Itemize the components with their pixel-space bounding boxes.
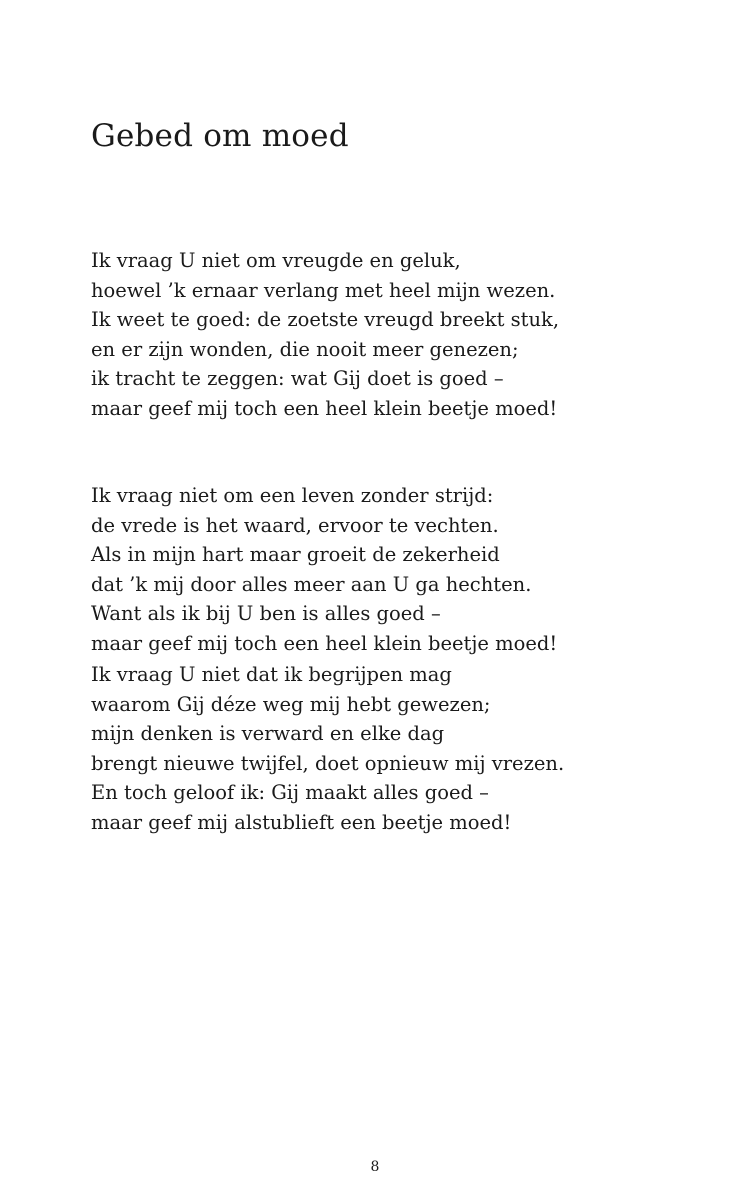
poem-line: Ik vraag niet om een leven zonder strijd:	[91, 484, 494, 507]
stanza-2	[91, 481, 557, 659]
poem-line: maar geef mij toch een heel klein beetje moed!	[91, 631, 558, 655]
poem-line: en er zijn wonden, die nooit meer genezen;	[91, 337, 519, 361]
stanza-1	[91, 246, 559, 424]
poem-line: Ik vraag U niet om vreugde en geluk,	[91, 249, 461, 272]
poem-line: En toch geloof ik: Gij maakt alles goed –	[91, 781, 489, 805]
poem-line: ik tracht te zeggen: wat Gij doet is goed –	[91, 367, 504, 391]
poem-line: Als in mijn hart maar groeit de zekerheid	[91, 543, 500, 567]
page-number: 8	[370, 1159, 380, 1175]
poem-line: hoewel ’k ernaar verlang met heel mijn wezen.	[91, 278, 556, 302]
poem-line: brengt nieuwe twijfel, doet opnieuw mij vrezen.	[91, 751, 565, 775]
poem-line: mijn denken is verward en elke dag	[91, 722, 445, 746]
poem-line: Want als ik bij U ben is alles goed –	[91, 602, 441, 626]
poem-line: waarom Gij déze weg mij hebt gewezen;	[91, 692, 491, 716]
poem-line: maar geef mij alstublieft een beetje moed!	[91, 810, 512, 834]
poem-line: Ik vraag U niet dat ik begrijpen mag	[91, 663, 452, 686]
poem-line: maar geef mij toch een heel klein beetje moed!	[91, 396, 558, 420]
poem-line: dat ’k mij door alles meer aan U ga hechten.	[91, 572, 532, 596]
poem-line: de vrede is het waard, ervoor te vechten.	[91, 513, 499, 537]
poem-title: Gebed om moed	[91, 118, 349, 154]
poem-line: Ik weet te goed: de zoetste vreugd breekt stuk,	[91, 308, 560, 332]
stanza-3	[91, 660, 564, 838]
